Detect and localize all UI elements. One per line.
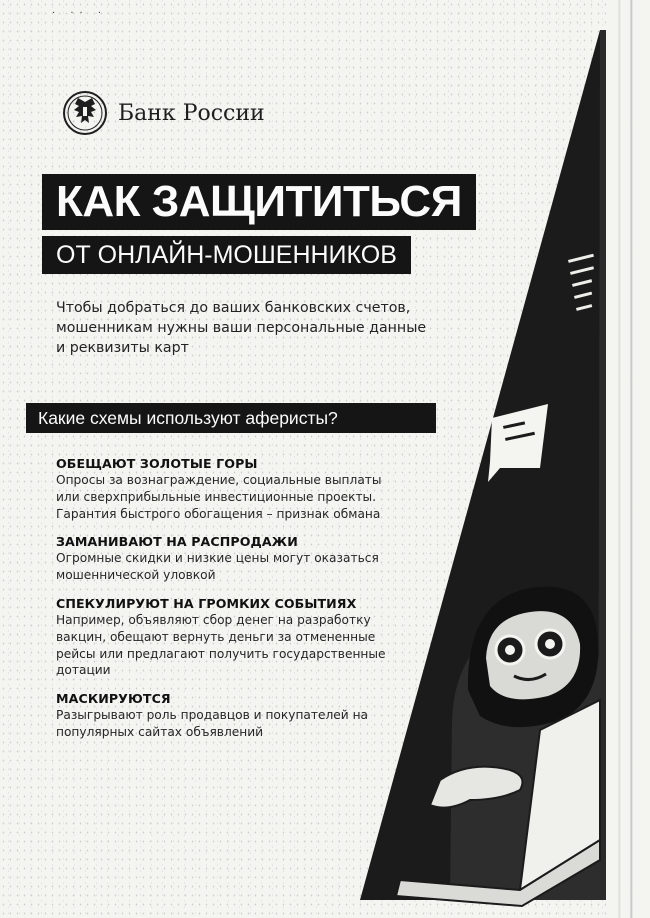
scheme-text: Например, объявляют сбор денег на разработку вакцин, обещают вернуть деньги за отмененные рейсы или предлагают получить государственные дотации xyxy=(56,612,386,678)
scheme-text: Опросы за вознаграждение, социальные выплаты или сверхприбыльные инвестиционные проекты. Гарантия быстрого обогащения – признак обмана xyxy=(56,473,382,521)
schemes-heading: Какие схемы используют аферисты? xyxy=(26,403,436,433)
scan-edge xyxy=(606,0,650,918)
scheme-item xyxy=(56,595,406,679)
page-title: КАК ЗАЩИТИТЬСЯ xyxy=(42,174,476,230)
brand-name: Банк России xyxy=(118,100,265,126)
schemes-list xyxy=(56,455,406,752)
intro-text: Чтобы добраться до ваших банковских счетов, мошенникам нужны ваши персональные данные и реквизиты карт xyxy=(56,300,427,356)
scheme-text: Разыгрывают роль продавцов и покупателей на популярных сайтах объявлений xyxy=(56,708,369,739)
scheme-item xyxy=(56,455,406,522)
scheme-title: ЗАМАНИВАЮТ НА РАСПРОДАЖИ xyxy=(56,534,298,550)
scheme-title: МАСКИРУЮТСЯ xyxy=(56,691,171,707)
scheme-item xyxy=(56,533,406,584)
scheme-title: СПЕКУЛИРУЮТ НА ГРОМКИХ СОБЫТИЯХ xyxy=(56,595,357,611)
brand-logo xyxy=(62,90,265,136)
double-headed-eagle-icon xyxy=(62,90,108,136)
scan-marks: · ·· · xyxy=(52,8,108,19)
scheme-item xyxy=(56,690,406,741)
page-subtitle: ОТ ОНЛАЙН-МОШЕННИКОВ xyxy=(42,236,411,274)
scheme-text: Огромные скидки и низкие цены могут оказаться мошеннической уловкой xyxy=(56,551,379,583)
scheme-title: ОБЕЩАЮТ ЗОЛОТЫЕ ГОРЫ xyxy=(56,456,258,471)
